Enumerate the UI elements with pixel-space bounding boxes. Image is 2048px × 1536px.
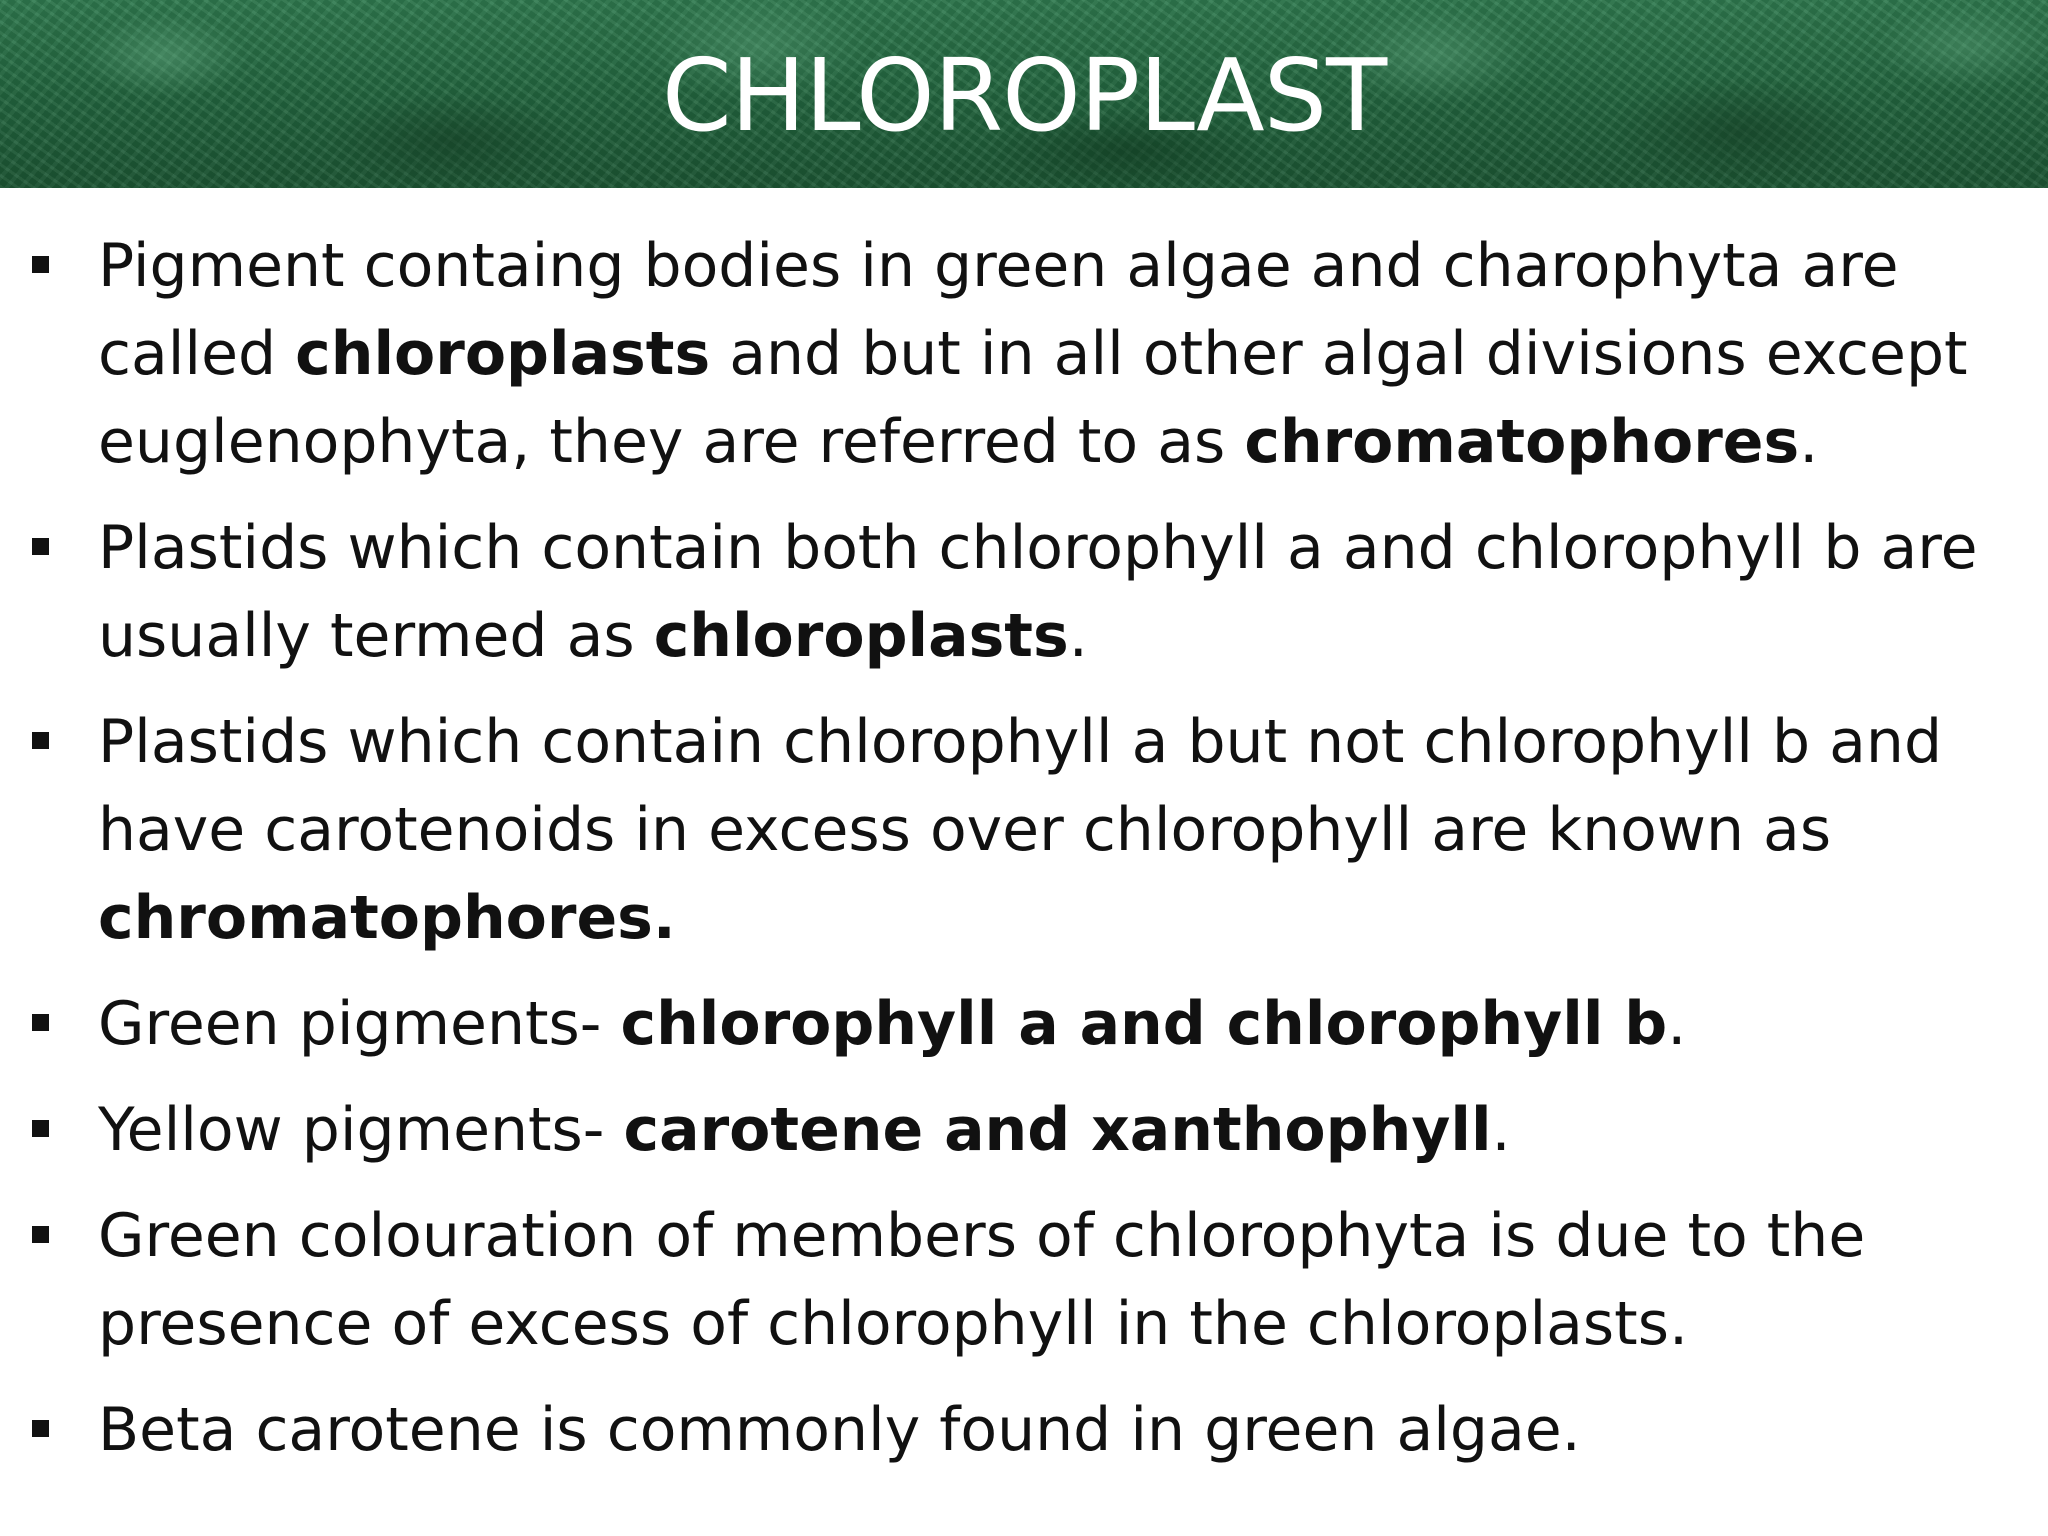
list-item [26,698,2016,962]
slide-title: CHLOROPLAST [661,37,1387,154]
bold-term: chloroplasts [295,319,711,389]
bold-term: chromatophores. [98,883,676,953]
bullet-text: Green pigments- chlorophyll a and chlorophyll b. [98,989,1687,1059]
list-item [26,1086,2016,1174]
square-bullet-icon [32,256,49,273]
bold-term: chlorophyll a and chlorophyll b [620,989,1668,1059]
bold-term: chromatophores [1244,407,1800,477]
bullet-text: Beta carotene is commonly found in green algae. [98,1395,1581,1465]
header-banner [0,0,2048,188]
square-bullet-icon [32,1120,49,1137]
bold-term: carotene and xanthophyll [623,1095,1492,1165]
bullet-text: Pigment containg bodies in green algae and charophyta are called chloroplasts and but in all other algal divisions except euglenophyta, they are referred to as chromatophores. [98,231,1968,477]
list-item [26,1386,2016,1474]
square-bullet-icon [32,538,49,555]
bullet-text: Green colouration of members of chlorophyta is due to the presence of excess of chlorophyll in the chloroplasts. [98,1201,1866,1359]
bullet-list [26,222,2016,1492]
list-item [26,222,2016,486]
square-bullet-icon [32,1420,49,1437]
list-item [26,1192,2016,1368]
bullet-text: Plastids which contain both chlorophyll a and chlorophyll b are usually termed as chloroplasts. [98,513,1978,671]
list-item [26,504,2016,680]
list-item [26,980,2016,1068]
square-bullet-icon [32,1226,49,1243]
square-bullet-icon [32,1014,49,1031]
bullet-text: Plastids which contain chlorophyll a but not chlorophyll b and have carotenoids in excess over chlorophyll are known as chromatophores. [98,707,1943,953]
square-bullet-icon [32,732,49,749]
bullet-text: Yellow pigments- carotene and xanthophyll. [98,1095,1511,1165]
bold-term: chloroplasts [653,601,1069,671]
